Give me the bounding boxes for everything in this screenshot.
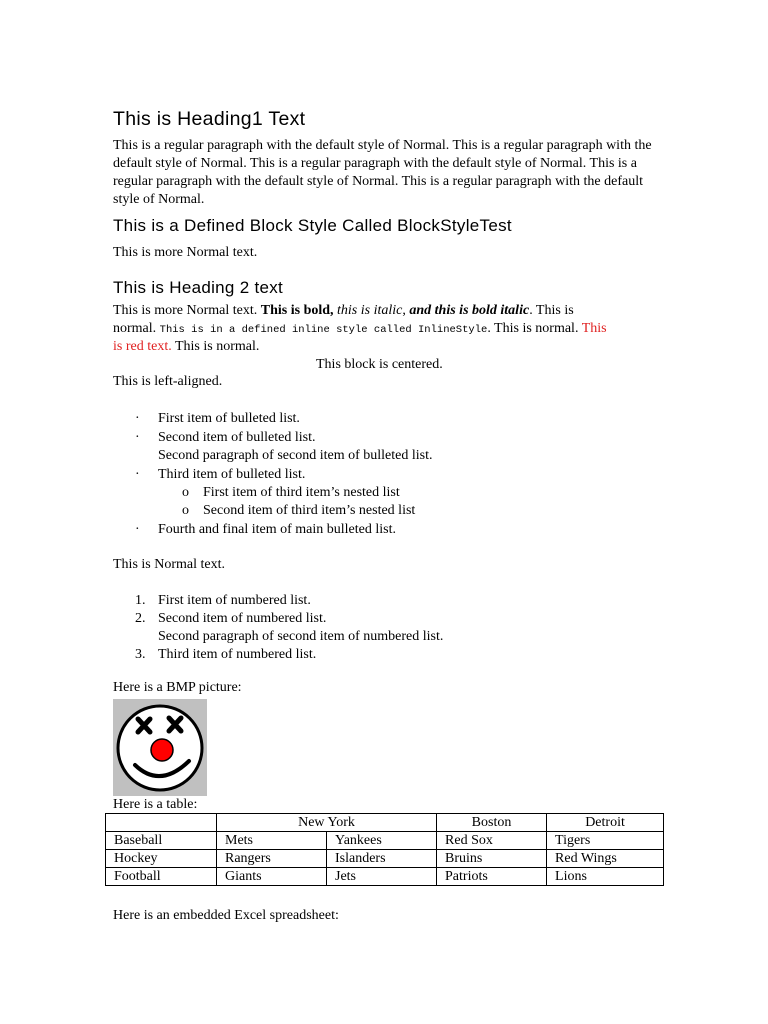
table-cell: Football	[106, 868, 217, 886]
table-cell: Mets	[217, 832, 327, 850]
styled-lead: This is more Normal text.	[113, 303, 261, 318]
table-cell: Tigers	[547, 832, 664, 850]
header-boston: Boston	[437, 814, 547, 832]
table-label: Here is a table:	[113, 797, 198, 812]
header-new-york: New York	[217, 814, 437, 832]
table-cell: Patriots	[437, 868, 547, 886]
bullet-item-3: Third item of bulleted list.	[158, 467, 306, 482]
inline-style-text: This is in a defined inline style called InlineStyle	[159, 324, 488, 336]
red-text-part1: This	[581, 321, 607, 336]
bullet-icon: ·	[135, 411, 140, 426]
bold-italic-text: and this is bold italic	[409, 303, 530, 318]
red-text-part2: is red text.	[113, 339, 172, 354]
bullet-item-1: First item of bulleted list.	[158, 411, 300, 426]
bmp-picture	[113, 699, 207, 796]
table-header-cell	[106, 814, 217, 832]
table-cell: Jets	[327, 868, 437, 886]
numbered-item-3: Third item of numbered list.	[158, 647, 317, 662]
bullet-item-2: Second item of bulleted list.	[158, 430, 316, 445]
numbered-item-1: First item of numbered list.	[158, 593, 311, 608]
excel-label: Here is an embedded Excel spreadsheet:	[113, 908, 339, 923]
table-cell: Baseball	[106, 832, 217, 850]
table-cell: Red Wings	[547, 850, 664, 868]
nested-item-2: Second item of third item’s nested list	[203, 503, 416, 518]
numbered-item-2-paragraph-2: Second paragraph of second item of numbered list.	[158, 629, 444, 644]
nested-item-1: First item of third item’s nested list	[203, 485, 400, 500]
table-row	[106, 832, 664, 850]
styled-after: . This is	[529, 303, 574, 318]
table-cell: Giants	[217, 868, 327, 886]
nested-bullet-icon: o	[182, 503, 189, 518]
heading2: This is Heading 2 text	[113, 278, 284, 297]
bmp-label: Here is a BMP picture:	[113, 680, 242, 695]
table-cell: Islanders	[327, 850, 437, 868]
styled-text-line-3	[113, 338, 259, 356]
list-number: 2.	[135, 611, 146, 626]
table-row	[106, 850, 664, 868]
bullet-icon: ·	[135, 522, 140, 537]
bullet-icon: ·	[135, 467, 140, 482]
styled-text-line-1	[113, 302, 574, 320]
heading1: This is Heading1 Text	[113, 108, 306, 130]
list-number: 1.	[135, 593, 146, 608]
table-cell: Yankees	[327, 832, 437, 850]
styled-normal: normal.	[113, 321, 160, 336]
clown-face-icon	[113, 699, 207, 796]
more-normal-text: This is more Normal text.	[113, 245, 258, 260]
regular-paragraph: This is a regular paragraph with the default style of Normal. This is a regular paragraph with the default style of Normal. This is a regular paragraph with the default style of Normal. This is a regular paragraph with the default style of Normal. This is a regular paragraph with the default style of Normal.	[113, 138, 652, 207]
table-cell: Bruins	[437, 850, 547, 868]
italic-text: this is italic	[333, 303, 403, 318]
bullet-item-2-paragraph-2: Second paragraph of second item of bulleted list.	[158, 448, 433, 463]
left-aligned-text: This is left-aligned.	[113, 374, 223, 389]
normal-text: This is Normal text.	[113, 557, 225, 572]
sports-table	[105, 813, 664, 886]
styled-comma: ,	[402, 303, 410, 318]
block-style-heading: This is a Defined Block Style Called BlockStyleTest	[113, 216, 512, 235]
table-header-row	[106, 814, 664, 832]
bullet-icon: ·	[135, 430, 140, 445]
table-cell: Rangers	[217, 850, 327, 868]
table-row	[106, 868, 664, 886]
nested-bullet-icon: o	[182, 485, 189, 500]
list-number: 3.	[135, 647, 146, 662]
table-cell: Lions	[547, 868, 664, 886]
header-detroit: Detroit	[547, 814, 664, 832]
styled-after-red: This is normal.	[171, 339, 260, 354]
centered-block: This block is centered.	[316, 357, 443, 372]
table-cell: Hockey	[106, 850, 217, 868]
numbered-item-2: Second item of numbered list.	[158, 611, 327, 626]
styled-after-inline: . This is normal.	[487, 321, 582, 336]
bullet-item-4: Fourth and final item of main bulleted list.	[158, 522, 396, 537]
styled-text-line-2	[113, 320, 607, 339]
table-cell: Red Sox	[437, 832, 547, 850]
bold-text: This is bold,	[260, 303, 334, 318]
